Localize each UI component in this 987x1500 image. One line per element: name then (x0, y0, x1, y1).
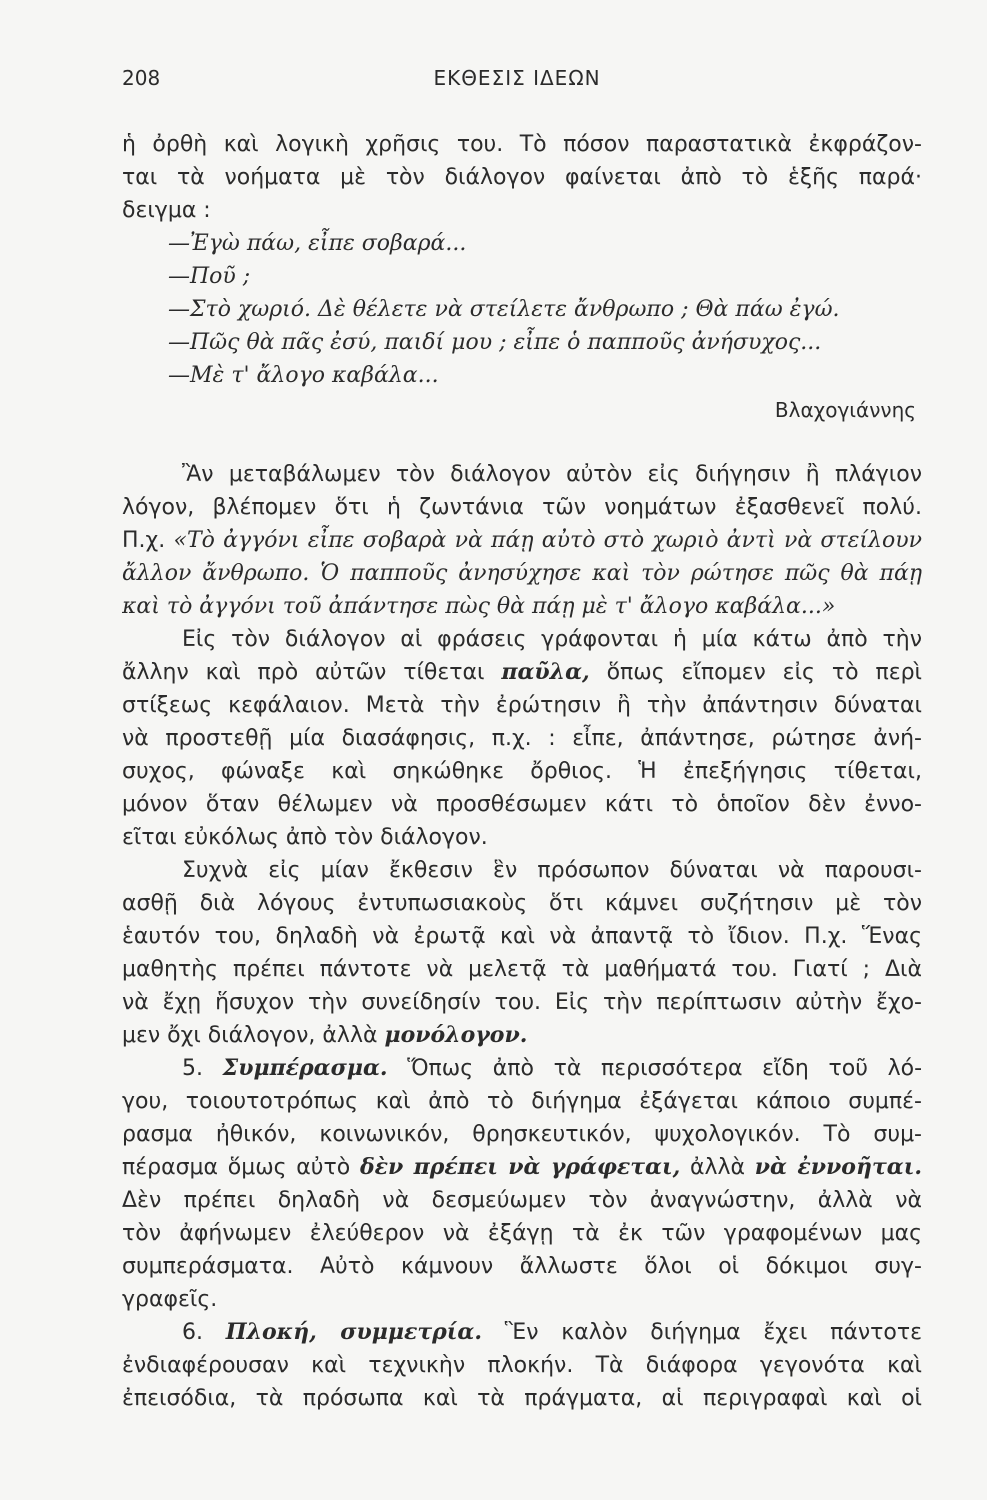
dialogue-line: —Ἐγὼ πάω, εἶπε σοβαρά... (168, 231, 467, 256)
text-span: πέρασμα ὅμως αὐτὸ (122, 1155, 351, 1180)
text-span: μεν ὄχι διάλογον, ἀλλὰ (122, 1023, 378, 1048)
text-span: ὅπως εἴπομεν εἰς τὸ περὶ (606, 660, 922, 685)
text-line (122, 1151, 922, 1184)
dialogue-line: —Ποῦ ; (168, 264, 251, 289)
text-line: τὸν ἀφήνωμεν ἐλεύθερον νὰ ἐξάγῃ τὰ ἐκ τῶν γραφομένων μας (122, 1221, 922, 1246)
text-line: μαθητὴς πρέπει πάντοτε νὰ μελετᾷ τὰ μαθήματά του. Γιατί ; Διὰ (122, 957, 922, 982)
text-line: ἑαυτόν του, δηλαδὴ νὰ ἐρωτᾷ καὶ νὰ ἀπαντᾷ τὸ ἴδιον. Π.χ. Ἕνας (122, 924, 922, 949)
text-span: ἄλλην καὶ πρὸ αὐτῶν τίθεται (122, 660, 485, 685)
text-line: ασθῇ διὰ λόγους ἐντυπωσιακοὺς ὅτι κάμνει συζήτησιν μὲ τὸν (122, 891, 922, 916)
text-line: Δὲν πρέπει δηλαδὴ νὰ δεσμεύωμεν τὸν ἀναγνώστην, ἀλλὰ νὰ (122, 1188, 922, 1213)
dialogue-line: —Στὸ χωριό. Δὲ θέλετε νὰ στείλετε ἄνθρωπο ; Θὰ πάω ἐγώ. (168, 297, 840, 322)
text-line (122, 524, 922, 557)
text-line: μόνον ὅταν θέλωμεν νὰ προσθέσωμεν κάτι τὸ ὁποῖον δὲν ἐννο- (122, 792, 922, 817)
text-line: Εἰς τὸν διάλογον αἱ φράσεις γράφονται ἡ μία κάτω ἀπὸ τὴν (182, 627, 922, 652)
example-abbrev: Π.χ. (122, 528, 166, 553)
quote-attribution: Βλαχογιάννης (774, 398, 916, 422)
example-quote-line: καὶ τὸ ἀγγόνι τοῦ ἀπάντησε πὼς θὰ πάῃ μὲ τ' ἄλογο καβάλα...» (122, 594, 836, 619)
emphasis-term: παῦλα, (501, 659, 590, 685)
text-span: Ὅπως ἀπὸ τὰ περισσότερα εἴδη τοῦ λό- (407, 1056, 922, 1081)
text-span: ἀλλὰ (690, 1155, 746, 1180)
text-line: νὰ προστεθῇ μία διασάφησις, π.χ. : εἶπε, ἀπάντησε, ρώτησε ἀνή- (122, 726, 922, 751)
text-line: λόγον, βλέπομεν ὅτι ἡ ζωντάνια τῶν νοημάτων ἐξασθενεῖ πολύ. (122, 495, 922, 520)
page-number: 208 (122, 66, 161, 90)
text-line: συχος, φώναξε καὶ σηκώθηκε ὄρθιος. Ἡ ἐπεξήγησις τίθεται, (122, 759, 922, 784)
spacer (122, 428, 922, 458)
text-line (122, 656, 922, 689)
text-line: ται τὰ νοήματα μὲ τὸν διάλογον φαίνεται ἀπὸ τὸ ἑξῆς παρά· (122, 165, 922, 190)
text-line (122, 1019, 922, 1052)
page-header (122, 66, 912, 96)
text-span: Ἓν καλὸν διήγημα ἔχει πάντοτε (504, 1320, 922, 1345)
example-quote: «Τὸ ἀγγόνι εἶπε σοβαρὰ νὰ πάῃ αὐτὸ στὸ χωριὸ ἀντὶ νὰ στείλουν (173, 528, 922, 553)
section-heading: Συμπέρασμα. (222, 1055, 388, 1081)
dialogue-line: —Πῶς θὰ πᾶς ἐσύ, παιδί μου ; εἶπε ὁ παπποῦς ἀνήσυχος... (168, 330, 822, 355)
emphasis-term: δὲν πρέπει νὰ γράφεται, (359, 1154, 681, 1180)
section-5-line (122, 1052, 922, 1085)
section-number: 5. (182, 1056, 203, 1081)
text-line: δειγμα : (122, 198, 211, 223)
text-line: συμπεράσματα. Αὐτὸ κάμνουν ἄλλωστε ὅλοι οἱ δόκιμοι συγ- (122, 1254, 922, 1279)
dialogue-line: —Μὲ τ' ἄλογο καβάλα... (168, 363, 439, 388)
section-number: 6. (182, 1320, 203, 1345)
text-line: νὰ ἔχῃ ἥσυχον τὴν συνείδησίν του. Εἰς τὴν περίπτωσιν αὐτὴν ἔχο- (122, 990, 922, 1015)
example-quote-line: ἄλλον ἄνθρωπο. Ὁ παπποῦς ἀνησύχησε καὶ τὸν ρώτησε πῶς θὰ πάῃ (122, 561, 922, 586)
page-body (122, 128, 922, 1415)
text-line: εῖται εὐκόλως ἀπὸ τὸν διάλογον. (122, 825, 488, 850)
text-line: Ἂν μεταβάλωμεν τὸν διάλογον αὐτὸν εἰς διήγησιν ἢ πλάγιον (182, 462, 922, 487)
text-line: γραφεῖς. (122, 1287, 218, 1312)
section-heading: Πλοκή, συμμετρία. (225, 1319, 482, 1345)
text-line: γου, τοιουτοτρόπως καὶ ἀπὸ τὸ διήγημα ἐξάγεται κάποιο συμπέ- (122, 1089, 922, 1114)
text-line: ἐπεισόδια, τὰ πρόσωπα καὶ τὰ πράγματα, αἱ περιγραφαὶ καὶ οἱ (122, 1386, 922, 1411)
text-line: ἐνδιαφέρουσαν καὶ τεχνικὴν πλοκήν. Τὰ διάφορα γεγονότα καὶ (122, 1353, 922, 1378)
text-line: Συχνὰ εἰς μίαν ἔκθεσιν ἓν πρόσωπον δύναται νὰ παρουσι- (182, 858, 922, 883)
text-line: στίξεως κεφάλαιον. Μετὰ τὴν ἐρώτησιν ἢ τὴν ἀπάντησιν δύναται (122, 693, 922, 718)
emphasis-term: μονόλογον. (384, 1022, 528, 1048)
text-line: ρασμα ἠθικόν, κοινωνικόν, θρησκευτικόν, ψυχολογικόν. Τὸ συμ- (122, 1122, 922, 1147)
text-line: ἡ ὀρθὴ καὶ λογικὴ χρῆσις του. Τὸ πόσον παραστατικὰ ἐκφράζον- (122, 132, 922, 157)
emphasis-term: νὰ ἐννοῆται. (754, 1154, 922, 1180)
running-title: ΕΚΘΕΣΙΣ ΙΔΕΩΝ (433, 66, 601, 90)
section-6-line (122, 1316, 922, 1349)
